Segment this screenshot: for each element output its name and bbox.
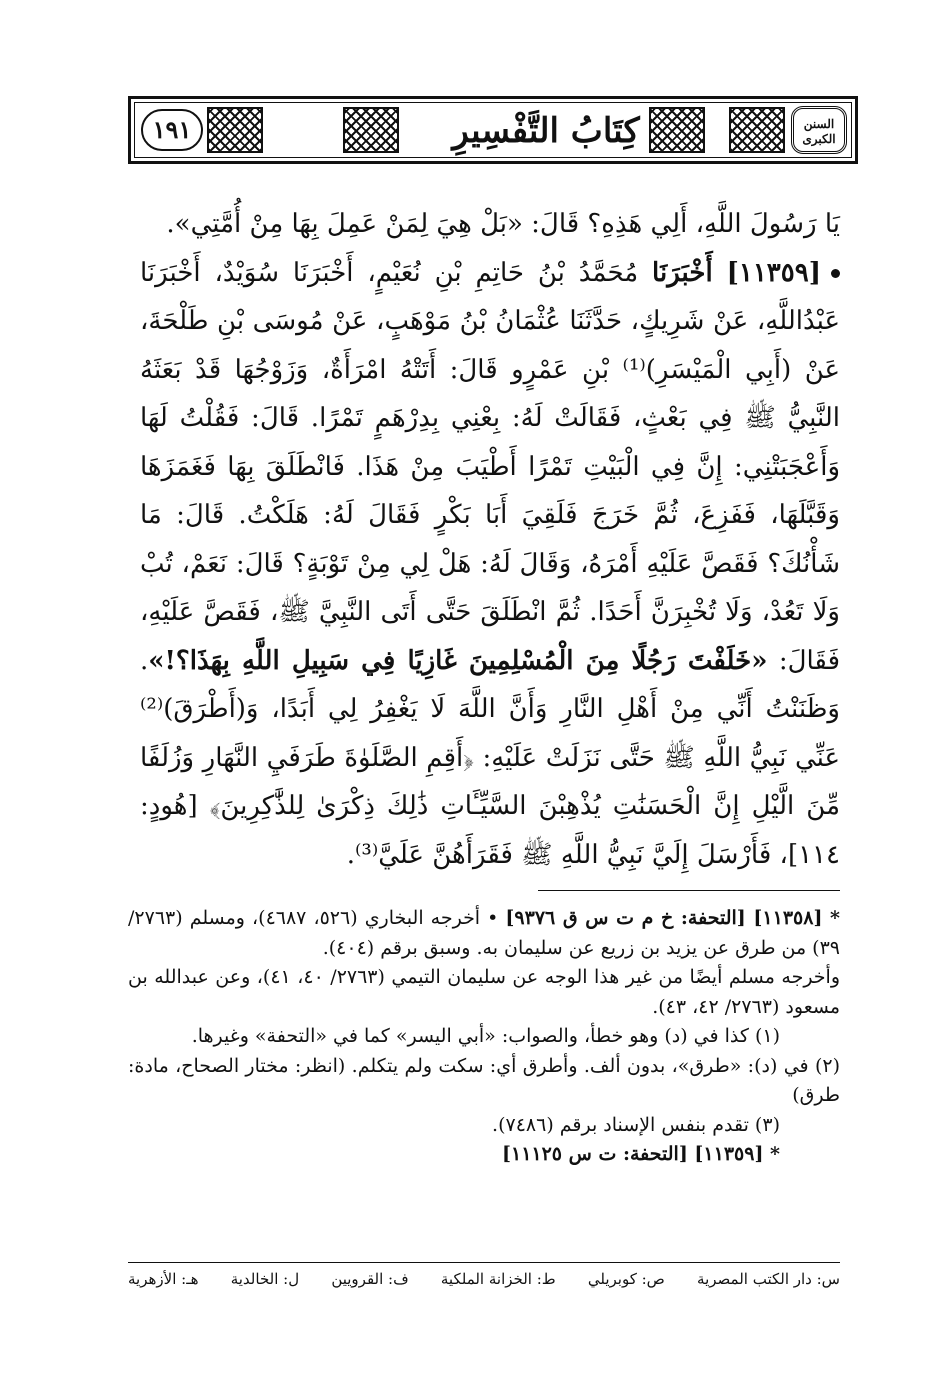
legend-item: ص: كوبريلي: [587, 1270, 665, 1288]
main-text: [140, 200, 840, 879]
text-line: يَا رَسُولَ اللَّهِ، أَلِي هَذِهِ؟ قَالَ: «بَلْ هِيَ لِمَنْ عَمِلَ بِهَا مِنْ أُمَّتِي».: [166, 209, 840, 239]
footnote-1: (١) كذا في (د) وهو خطأ، والصواب: «أبي اليسر» كما في «التحفة» وغيرها.: [191, 1025, 780, 1047]
legend-item: ف: القرويين: [331, 1270, 409, 1288]
ornament: [729, 107, 785, 153]
book-title: كِتَابُ التَّفْسِيرِ: [452, 111, 640, 151]
ornament: [343, 107, 399, 153]
footnote-3: (٣) تقدم بنفس الإسناد برقم (٧٤٨٦).: [492, 1113, 780, 1136]
hadith-bold: «خَلَفْتَ رَجُلًا مِنَ الْمُسْلِمِينَ غَازِيًا فِي سَبِيلِ اللَّهِ بِهَذَا؟!»: [148, 645, 768, 676]
note-text: • أخرجه البخاري (٥٢٦، ٤٦٨٧)، ومسلم (٢٧٦٣/ ٣٩) من طرق عن يزيد بن زريع عن سليمان به. وسبق برقم (٤٠٤).: [128, 907, 840, 959]
page-header: [128, 96, 858, 164]
hadith-lead: أَخْبَرَنَا: [652, 257, 713, 288]
footnote-2: (٢) في (د): «طرق»، بدون ألف. وأطرق أي: سكت ولم يتكلم. (انظر: مختار الصحاح، مادة: طرق): [128, 1054, 840, 1106]
footnote-separator: [538, 890, 840, 891]
footnotes: [128, 904, 840, 1170]
legend-item: ل: الخالدية: [230, 1270, 300, 1288]
note-head: * [١١٣٥٨] [التحفة: خ م ت س ق ٩٣٧٦]: [505, 907, 840, 929]
ornament: [207, 107, 263, 153]
note-line: وأخرجه مسلم أيضًا من غير هذا الوجه عن سليمان التيمي (٢٧٦٣/ ٤٠، ٤١)، وعن عبدالله بن مسعود (٢٧٦٣/ ٤٢، ٤٣).: [128, 966, 840, 1018]
bullet-icon: [831, 269, 840, 278]
hadith-number: [١١٣٥٩]: [726, 257, 822, 288]
legend-item: هـ: الأزهرية: [128, 1270, 199, 1288]
note-head: * [١١٣٥٩] [التحفة: ت س ١١١٢٥]: [501, 1143, 780, 1165]
legend-rule: [128, 1262, 840, 1263]
hadith-paragraph: [140, 249, 840, 880]
manuscript-legend: [128, 1270, 840, 1288]
legend-item: ط: الخزانة الملكية: [440, 1270, 556, 1288]
book-badge: السنن الكبرى: [791, 106, 847, 154]
hadith-text: مُحَمَّدُ بْنُ حَاتِمِ بْنِ نُعَيْمٍ، أَخْبَرَنَا سُوَيْدٌ، أَخْبَرَنَا عَبْدُاللَّهِ، عَنْ شَرِيكٍ، حَدَّثَنَا عُثْمَانُ بْنُ مَوْهَبٍ، عَنْ مُوسَى بْنِ طَلْحَةَ، عَنْ (أَبِي الْمَيْسَرِ)⁽¹⁾ بْنِ عَمْرٍو قَالَ: أَتَتْهُ امْرَأَةٌ، وَزَوْجُهَا قَدْ بَعَثَهُ النَّبِيُّ ﷺ فِي بَعْثٍ، فَقَالَتْ لَهُ: بِعْنِي بِدِرْهَمٍ تَمْرًا. قَالَ: فَقُلْتُ لَهَا وَأَعْجَبَتْنِي: إِنَّ فِي الْبَيْتِ تَمْرًا أَطْيَبَ مِنْ هَذَا. فَانْطَلَقَ بِهَا فَغَمَزَهَا وَقَبَّلَهَا، فَفَزِعَ، ثُمَّ خَرَجَ فَلَقِيَ أَبَا بَكْرٍ فَقَالَ لَهُ: هَلَكْتُ. قَالَ: مَا شَأْنُكَ؟ فَقَصَّ عَلَيْهِ أَمْرَهُ، وَقَالَ لَهُ: هَلْ لِي مِنْ تَوْبَةٍ؟ قَالَ: نَعَمْ، تُبْ وَلَا تَعُدْ، وَلَا تُخْبِرَنَّ أَحَدًا. ثُمَّ انْطَلَقَ حَتَّى أَتَى النَّبِيَّ ﷺ، فَقَصَّ عَلَيْهِ، فَقَالَ:: [140, 257, 841, 676]
page-number: ١٩١: [141, 109, 203, 151]
note-line: [128, 904, 840, 963]
legend-item: س: دار الكتب المصرية: [697, 1270, 840, 1288]
hadith-tail: . وَظَنَنْتُ أَنِّي مِنْ أَهْلِ النَّارِ وَأَنَّ اللَّهَ لَا يَغْفِرُ لِي أَبَدًا، وَ(أَطْرَقَ)⁽²⁾ عَنِّي نَبِيُّ اللَّهِ ﷺ حَتَّى نَزَلَتْ عَلَيْهِ: ﴿أَقِمِ الصَّلَوٰةَ طَرَفَيِ النَّهَارِ وَزُلَفًا مِّنَ الَّيْلِ إِنَّ الْحَسَنَٰتِ يُذْهِبْنَ السَّيِّـَٔاتِ ذَٰلِكَ ذِكْرَىٰ لِلذَّٰكِرِينَ﴾ [هُودٍ: ١١٤]، فَأَرْسَلَ إِلَيَّ نَبِيُّ اللَّهِ ﷺ فَقَرَأَهُنَّ عَلَيَّ⁽³⁾.: [140, 645, 840, 870]
